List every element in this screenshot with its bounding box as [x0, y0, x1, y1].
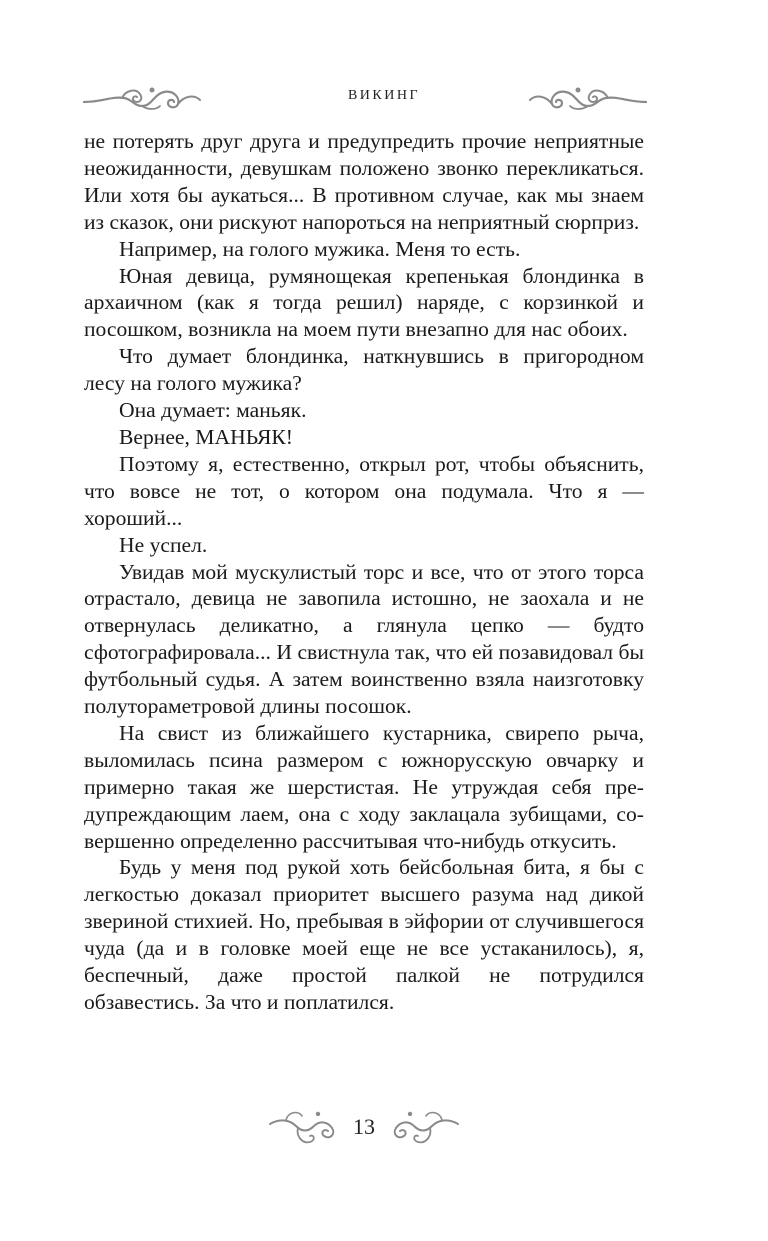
paragraph: На свист из ближайшего кустарника, свирепо рыча, выломилась псина размером с южнорусскую овчарку и примерно такая же шерстистая. Не утруждая себя предупреждающим лаем, она с ходу заклацала зубищами, совершенно определенно рассчитывая что-нибудь откусить.: [84, 720, 644, 853]
paragraph: Поэтому я, естественно, открыл рот, чтобы объяснить, что вовсе не тот, о котором она подумала. Что я — хороший...: [84, 451, 644, 530]
body-text: [84, 128, 644, 1016]
paragraph: Например, на голого мужика. Меня то есть.: [119, 236, 521, 261]
paragraph: Вернее, МАНЬЯК!: [119, 424, 293, 449]
paragraph: Юная девица, румянощекая крепенькая блондинка в архаичном (как я тогда решил) наряде, с корзинкой и посошком, возникла на моем пути внезапно для нас обоих.: [84, 263, 644, 342]
paragraph: не потерять друг друга и предупредить прочие неприятные неожиданности, девушкам положено звонко перекликаться. Или хотя бы аукаться... В противном случае, как мы знаем из сказок, они рискуют напороться на неприятный сюрприз.: [84, 129, 644, 234]
page-number: 13: [353, 1114, 375, 1139]
paragraph: Будь у меня под рукой хоть бейсбольная бита, я бы с легкостью доказал приоритет высшего разума над дикой звериной стихией. Но, пребывая в эйфории от случившегося чуда (да и в головке моей еще не все устаканилось), я, беспечный, даже простой палкой не потрудился обзавестись. За что и поплатился.: [84, 855, 644, 1014]
paragraph: Что думает блондинка, наткнувшись в пригородном лесу на голого мужика?: [84, 344, 644, 396]
paragraph: Увидав мой мускулистый торс и все, что от этого торса отрастало, девица не завопила истошно, не заохала и не отвернулась деликатно, а глянула цепко — будто сфотографировала... И свистнула так, что ей позавидовал бы футбольный судья. А затем воинственно взяла наизготовку полутораметровой длины посошок.: [84, 559, 644, 719]
ornament-flourish-icon: [390, 1106, 460, 1148]
ornament-flourish-icon: [528, 76, 648, 116]
page-footer: [0, 1104, 768, 1150]
running-title: ВИКИНГ: [347, 88, 421, 103]
ornament-flourish-icon: [268, 1106, 338, 1148]
running-header: [0, 72, 768, 122]
paragraph: Она думает: маньяк.: [119, 398, 307, 423]
paragraph: Не успел.: [119, 532, 208, 557]
